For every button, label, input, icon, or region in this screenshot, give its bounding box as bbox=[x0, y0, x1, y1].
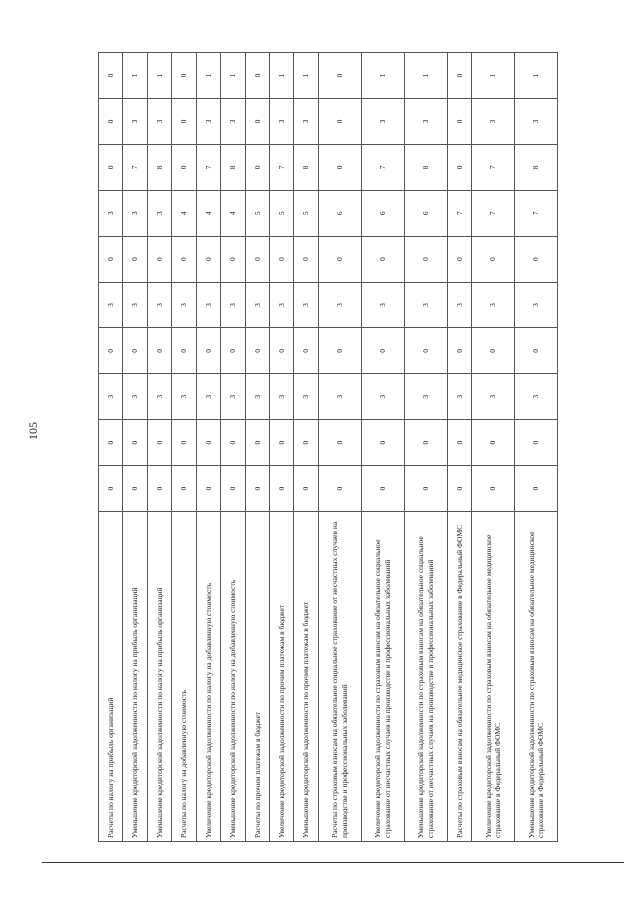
code-digit-cell: 0 bbox=[196, 328, 220, 374]
code-digit-cell: 3 bbox=[404, 98, 447, 144]
code-digit-cell: 0 bbox=[447, 328, 471, 374]
table-row bbox=[269, 53, 293, 842]
code-digit-cell: 1 bbox=[196, 53, 220, 99]
code-digit-cell: 3 bbox=[147, 98, 171, 144]
code-digit-cell: 0 bbox=[172, 420, 196, 466]
code-digit-cell: 0 bbox=[269, 466, 293, 512]
code-digit-cell: 8 bbox=[147, 144, 171, 190]
code-digit-cell: 1 bbox=[404, 53, 447, 99]
table-row bbox=[99, 53, 123, 842]
code-digit-cell: 0 bbox=[318, 236, 361, 282]
code-digit-cell: 1 bbox=[514, 53, 557, 99]
code-digit-cell: 7 bbox=[196, 144, 220, 190]
code-digit-cell: 3 bbox=[147, 282, 171, 328]
code-digit-cell: 0 bbox=[147, 466, 171, 512]
code-digit-cell: 0 bbox=[172, 53, 196, 99]
code-digit-cell: 0 bbox=[245, 328, 269, 374]
code-digit-cell: 0 bbox=[447, 53, 471, 99]
code-digit-cell: 0 bbox=[172, 236, 196, 282]
code-digit-cell: 3 bbox=[147, 190, 171, 236]
code-digit-cell: 0 bbox=[318, 53, 361, 99]
code-digit-cell: 3 bbox=[147, 374, 171, 420]
code-digit-cell: 3 bbox=[99, 190, 123, 236]
code-digit-cell: 7 bbox=[447, 190, 471, 236]
code-digit-cell: 0 bbox=[447, 144, 471, 190]
code-digit-cell: 3 bbox=[318, 374, 361, 420]
table-row bbox=[318, 53, 361, 842]
table-row bbox=[172, 53, 196, 842]
code-digit-cell: 3 bbox=[269, 374, 293, 420]
code-digit-cell: 0 bbox=[172, 328, 196, 374]
code-digit-cell: 0 bbox=[472, 466, 515, 512]
account-name-cell: Уменьшение кредиторской задолженности по налогу на прибыль организаций bbox=[147, 512, 171, 842]
code-digit-cell: 0 bbox=[99, 420, 123, 466]
code-digit-cell: 0 bbox=[472, 420, 515, 466]
code-digit-cell: 3 bbox=[361, 98, 404, 144]
code-digit-cell: 0 bbox=[514, 466, 557, 512]
code-digit-cell: 0 bbox=[99, 328, 123, 374]
code-digit-cell: 0 bbox=[404, 420, 447, 466]
account-name-cell: Расчеты по страховым взносам на обязательное социальное страхование от несчастных случаев на производстве и профессиональных заболеваний bbox=[318, 512, 361, 842]
code-digit-cell: 1 bbox=[269, 53, 293, 99]
code-digit-cell: 0 bbox=[172, 98, 196, 144]
account-name-cell: Увеличение кредиторской задолженности по страховым взносам на обязательное социальное страхование от несчастных случаев на производстве и профессиональных заболеваний bbox=[361, 512, 404, 842]
account-name-cell: Уменьшение кредиторской задолженности по налогу на прибыль организаций bbox=[123, 512, 147, 842]
code-digit-cell: 0 bbox=[294, 420, 318, 466]
table-row bbox=[447, 53, 471, 842]
code-digit-cell: 0 bbox=[404, 328, 447, 374]
code-digit-cell: 3 bbox=[221, 282, 245, 328]
code-digit-cell: 6 bbox=[361, 190, 404, 236]
code-digit-cell: 0 bbox=[514, 236, 557, 282]
table-row bbox=[123, 53, 147, 842]
code-digit-cell: 3 bbox=[269, 98, 293, 144]
table-row bbox=[361, 53, 404, 842]
code-digit-cell: 0 bbox=[99, 144, 123, 190]
code-digit-cell: 1 bbox=[294, 53, 318, 99]
account-name-cell: Уменьшение кредиторской задолженности по налогу на добавленную стоимость bbox=[221, 512, 245, 842]
code-digit-cell: 3 bbox=[404, 282, 447, 328]
code-digit-cell: 7 bbox=[472, 144, 515, 190]
account-table-container bbox=[98, 52, 558, 842]
code-digit-cell: 3 bbox=[447, 374, 471, 420]
code-digit-cell: 0 bbox=[172, 466, 196, 512]
code-digit-cell: 0 bbox=[294, 236, 318, 282]
code-digit-cell: 3 bbox=[99, 374, 123, 420]
code-digit-cell: 3 bbox=[472, 374, 515, 420]
code-digit-cell: 3 bbox=[123, 282, 147, 328]
code-digit-cell: 0 bbox=[361, 466, 404, 512]
code-digit-cell: 8 bbox=[294, 144, 318, 190]
code-digit-cell: 4 bbox=[196, 190, 220, 236]
code-digit-cell: 3 bbox=[123, 98, 147, 144]
code-digit-cell: 3 bbox=[361, 282, 404, 328]
code-digit-cell: 5 bbox=[294, 190, 318, 236]
code-digit-cell: 0 bbox=[245, 144, 269, 190]
code-digit-cell: 3 bbox=[99, 282, 123, 328]
code-digit-cell: 4 bbox=[221, 190, 245, 236]
code-digit-cell: 3 bbox=[318, 282, 361, 328]
code-digit-cell: 0 bbox=[172, 144, 196, 190]
code-digit-cell: 0 bbox=[245, 53, 269, 99]
account-name-cell: Увеличение кредиторской задолженности по прочим платежам в бюджет bbox=[269, 512, 293, 842]
code-digit-cell: 0 bbox=[318, 466, 361, 512]
code-digit-cell: 0 bbox=[221, 328, 245, 374]
code-digit-cell: 3 bbox=[361, 374, 404, 420]
account-name-cell: Расчеты по прочим платежам в бюджет bbox=[245, 512, 269, 842]
code-digit-cell: 4 bbox=[172, 190, 196, 236]
code-digit-cell: 0 bbox=[99, 98, 123, 144]
account-name-cell: Расчеты по налогу на добавленную стоимость bbox=[172, 512, 196, 842]
code-digit-cell: 0 bbox=[447, 98, 471, 144]
code-digit-cell: 5 bbox=[269, 190, 293, 236]
code-digit-cell: 8 bbox=[404, 144, 447, 190]
code-digit-cell: 3 bbox=[404, 374, 447, 420]
code-digit-cell: 0 bbox=[404, 236, 447, 282]
code-digit-cell: 3 bbox=[472, 282, 515, 328]
code-digit-cell: 6 bbox=[404, 190, 447, 236]
code-digit-cell: 0 bbox=[221, 236, 245, 282]
code-digit-cell: 3 bbox=[123, 374, 147, 420]
code-digit-cell: 3 bbox=[196, 98, 220, 144]
table-row bbox=[514, 53, 557, 842]
code-digit-cell: 0 bbox=[269, 236, 293, 282]
code-digit-cell: 7 bbox=[123, 144, 147, 190]
code-digit-cell: 1 bbox=[123, 53, 147, 99]
code-digit-cell: 0 bbox=[269, 420, 293, 466]
code-digit-cell: 0 bbox=[361, 328, 404, 374]
code-digit-cell: 3 bbox=[447, 282, 471, 328]
account-name-cell: Увеличение кредиторской задолженности по страховым взносам на обязательное медицинское страхование в Федеральный ФОМС bbox=[472, 512, 515, 842]
page-number: 105 bbox=[26, 422, 40, 440]
code-digit-cell: 3 bbox=[514, 98, 557, 144]
code-digit-cell: 3 bbox=[123, 190, 147, 236]
code-digit-cell: 0 bbox=[361, 420, 404, 466]
code-digit-cell: 0 bbox=[318, 144, 361, 190]
table-row bbox=[147, 53, 171, 842]
code-digit-cell: 3 bbox=[172, 374, 196, 420]
table-body bbox=[99, 53, 558, 842]
code-digit-cell: 0 bbox=[447, 466, 471, 512]
table-row bbox=[472, 53, 515, 842]
account-name-cell: Увеличение кредиторской задолженности по налогу на добавленную стоимость bbox=[196, 512, 220, 842]
code-digit-cell: 1 bbox=[472, 53, 515, 99]
code-digit-cell: 0 bbox=[514, 420, 557, 466]
code-digit-cell: 0 bbox=[196, 236, 220, 282]
code-digit-cell: 3 bbox=[245, 282, 269, 328]
code-digit-cell: 0 bbox=[361, 236, 404, 282]
code-digit-cell: 3 bbox=[294, 98, 318, 144]
code-digit-cell: 3 bbox=[196, 374, 220, 420]
code-digit-cell: 0 bbox=[447, 236, 471, 282]
code-digit-cell: 3 bbox=[294, 282, 318, 328]
code-digit-cell: 8 bbox=[221, 144, 245, 190]
code-digit-cell: 3 bbox=[514, 282, 557, 328]
code-digit-cell: 0 bbox=[99, 53, 123, 99]
code-digit-cell: 0 bbox=[318, 98, 361, 144]
code-digit-cell: 0 bbox=[269, 328, 293, 374]
code-digit-cell: 0 bbox=[472, 328, 515, 374]
code-digit-cell: 0 bbox=[294, 328, 318, 374]
code-digit-cell: 0 bbox=[245, 466, 269, 512]
table-row bbox=[196, 53, 220, 842]
table-row bbox=[294, 53, 318, 842]
code-digit-cell: 3 bbox=[514, 374, 557, 420]
code-digit-cell: 0 bbox=[123, 236, 147, 282]
code-digit-cell: 3 bbox=[294, 374, 318, 420]
code-digit-cell: 7 bbox=[361, 144, 404, 190]
code-digit-cell: 1 bbox=[147, 53, 171, 99]
code-digit-cell: 0 bbox=[245, 98, 269, 144]
code-digit-cell: 3 bbox=[221, 98, 245, 144]
code-digit-cell: 3 bbox=[221, 374, 245, 420]
code-digit-cell: 5 bbox=[245, 190, 269, 236]
code-digit-cell: 0 bbox=[123, 466, 147, 512]
code-digit-cell: 3 bbox=[196, 282, 220, 328]
code-digit-cell: 3 bbox=[472, 98, 515, 144]
code-digit-cell: 0 bbox=[221, 420, 245, 466]
table-row bbox=[221, 53, 245, 842]
account-codes-table bbox=[98, 52, 558, 842]
code-digit-cell: 0 bbox=[221, 466, 245, 512]
code-digit-cell: 0 bbox=[196, 420, 220, 466]
code-digit-cell: 7 bbox=[514, 190, 557, 236]
code-digit-cell: 0 bbox=[123, 328, 147, 374]
code-digit-cell: 1 bbox=[361, 53, 404, 99]
code-digit-cell: 0 bbox=[318, 328, 361, 374]
table-row bbox=[245, 53, 269, 842]
code-digit-cell: 0 bbox=[447, 420, 471, 466]
account-name-cell: Расчеты по страховым взносам на обязательное медицинское страхование в Федеральный ФОМС bbox=[447, 512, 471, 842]
code-digit-cell: 0 bbox=[514, 328, 557, 374]
footer-rule bbox=[42, 862, 624, 863]
code-digit-cell: 6 bbox=[318, 190, 361, 236]
code-digit-cell: 0 bbox=[147, 236, 171, 282]
code-digit-cell: 0 bbox=[99, 466, 123, 512]
code-digit-cell: 0 bbox=[318, 420, 361, 466]
code-digit-cell: 1 bbox=[221, 53, 245, 99]
code-digit-cell: 7 bbox=[269, 144, 293, 190]
code-digit-cell: 7 bbox=[472, 190, 515, 236]
code-digit-cell: 0 bbox=[294, 466, 318, 512]
code-digit-cell: 0 bbox=[404, 466, 447, 512]
account-name-cell: Уменьшение кредиторской задолженности по страховым взносам на обязательное социальное страхование от несчастных случаев на производстве и профессиональных заболеваний bbox=[404, 512, 447, 842]
code-digit-cell: 0 bbox=[99, 236, 123, 282]
code-digit-cell: 0 bbox=[472, 236, 515, 282]
code-digit-cell: 0 bbox=[245, 420, 269, 466]
table-row bbox=[404, 53, 447, 842]
code-digit-cell: 0 bbox=[123, 420, 147, 466]
code-digit-cell: 8 bbox=[514, 144, 557, 190]
code-digit-cell: 0 bbox=[147, 420, 171, 466]
code-digit-cell: 3 bbox=[245, 374, 269, 420]
code-digit-cell: 0 bbox=[147, 328, 171, 374]
code-digit-cell: 0 bbox=[196, 466, 220, 512]
account-name-cell: Расчеты по налогу на прибыль организаций bbox=[99, 512, 123, 842]
account-name-cell: Уменьшение кредиторской задолженности по прочим платежам в бюджет bbox=[294, 512, 318, 842]
code-digit-cell: 3 bbox=[172, 282, 196, 328]
code-digit-cell: 3 bbox=[269, 282, 293, 328]
code-digit-cell: 0 bbox=[245, 236, 269, 282]
account-name-cell: Уменьшение кредиторской задолженности по страховым взносам на обязательное медицинское страхование в Федеральный ФОМС bbox=[514, 512, 557, 842]
